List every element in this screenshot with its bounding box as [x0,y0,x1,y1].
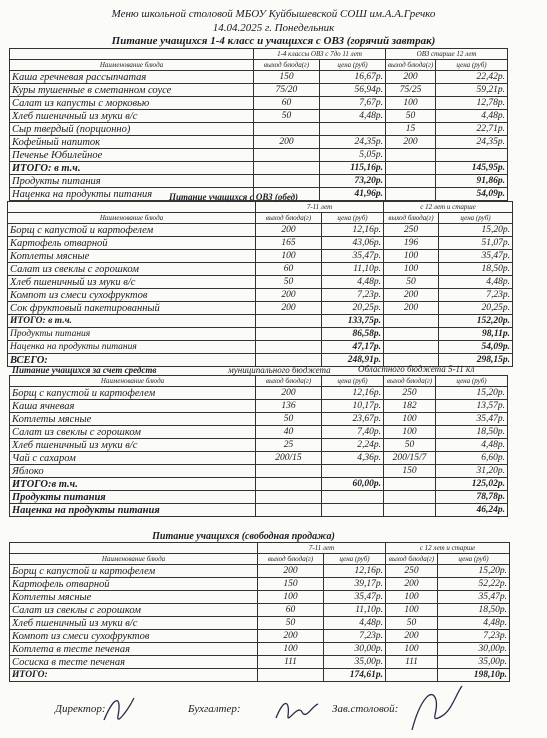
price-1: 35,47р. [324,591,386,604]
price-1: 7,40р. [322,426,384,439]
dish-name: Салат из свеклы с горошком [10,604,258,617]
price-2: 18,50р. [438,604,510,617]
dish-name: Салат из капусты с морковью [10,97,254,110]
s2-col-name: Наименование блюда [8,213,256,224]
portion-weight-1: 136 [256,400,322,413]
dish-name: Борщ с капустой и картофелем [10,387,256,400]
s4-col-name: Наименование блюда [10,554,258,565]
s1-prod-p1: 73,20р. [320,175,386,188]
s1-total-p2: 145,95р. [436,162,508,175]
accountant-signature [272,694,322,728]
dish-name: Картофель отварной [8,237,256,250]
portion-weight-2: 200 [386,136,436,149]
portion-weight-1: 200 [256,224,322,237]
s3-col-name: Наименование блюда [10,376,256,387]
s4-col-p1: цена (руб) [324,554,386,565]
s2-total-label: ИТОГО: в т.ч. [8,315,256,328]
portion-weight-2: 100 [384,263,439,276]
portion-weight-2: 250 [384,224,439,237]
dish-name: Котлета в тесте печеная [10,643,258,656]
section4-table [9,542,510,682]
price-2: 35,00р. [438,656,510,669]
portion-weight-2: 75/25 [386,84,436,97]
price-1: 23,67р. [322,413,384,426]
director-label: Директор: [55,703,106,715]
portion-weight-1: 200 [258,565,324,578]
price-1: 11,10р. [322,263,384,276]
portion-weight-2: 50 [384,439,436,452]
s2-col-w2: выход блюда(г) [384,213,439,224]
dish-name: Хлеб пшеничный из муки в/с [10,617,258,630]
table-row [10,413,508,426]
table-row [10,71,508,84]
portion-weight-2: 200 [386,578,438,591]
portion-weight-2: 100 [386,643,438,656]
s2-markup-p1: 47,17р. [322,341,384,354]
document-date: 14.04.2025 г. Понедельник [212,22,335,34]
portion-weight-2: 200 [384,289,439,302]
portion-weight-1: 200 [254,136,320,149]
price-1: 11,10р. [324,604,386,617]
table-row [8,224,513,237]
table-row [10,426,508,439]
dish-name: Сыр твердый (порционно) [10,123,254,136]
portion-weight-2: 200 [386,630,438,643]
dish-name: Картофель отварной [10,578,258,591]
table-row [10,578,510,591]
s1-col-name: Наименование блюда [10,60,254,71]
section3-table [9,375,508,517]
price-1 [322,465,384,478]
dish-name: Куры тушенные в сметанном соусе [10,84,254,97]
table-row [10,123,508,136]
portion-weight-1: 40 [256,426,322,439]
dish-name: Яблоко [10,465,256,478]
s4-col-p2: цена (руб) [438,554,510,565]
price-1: 30,00р. [324,643,386,656]
price-1: 56,94р. [320,84,386,97]
portion-weight-1: 50 [256,413,322,426]
s1-markup-p2: 54,09р. [436,188,508,201]
table-row [10,387,508,400]
s2-col-w1: выход блюда(г) [256,213,322,224]
dish-name: Котлеты мясные [10,591,258,604]
dish-name: Сок фруктовый пакетированный [8,302,256,315]
price-2: 15,20р. [436,387,508,400]
price-1: 35,00р. [324,656,386,669]
dish-name: Компот из смеси сухофруктов [8,289,256,302]
dish-name: Каша гречневая рассыпчатая [10,71,254,84]
portion-weight-2: 100 [386,604,438,617]
s4-total-p2: 198,10р. [438,669,510,682]
price-1: 5,05р. [320,149,386,162]
dish-name: Котлеты мясные [8,250,256,263]
price-2: 35,47р. [438,591,510,604]
section2-title: Питание учащихся с ОВЗ (обед) [168,192,299,202]
s2-all-p1: 248,91р. [322,354,384,367]
portion-weight-1 [256,465,322,478]
portion-weight-1: 50 [258,617,324,630]
price-2: 52,22р. [438,578,510,591]
portion-weight-2: 200 [384,302,439,315]
price-1: 2,24р. [322,439,384,452]
portion-weight-1: 100 [258,591,324,604]
price-2: 51,07р. [439,237,513,250]
price-2: 35,47р. [439,250,513,263]
s2-all-label: ВСЕГО: [8,354,256,367]
table-row [8,276,513,289]
table-row [10,565,510,578]
table-row [10,110,508,123]
dish-name: Хлеб пшеничный из муки в/с [8,276,256,289]
s1-group2: ОВЗ старше 12 лет [386,49,508,60]
portion-weight-1: 100 [258,643,324,656]
s3-markup-p2: 46,24р. [436,504,508,517]
s2-col-p1: цена (руб) [322,213,384,224]
price-2: 18,50р. [436,426,508,439]
price-1: 7,67р. [320,97,386,110]
s3-total-label: ИТОГО:в т.ч. [10,478,256,491]
portion-weight-2: 100 [386,97,436,110]
s1-col-p1: цена (руб) [320,60,386,71]
price-1: 12,16р. [322,224,384,237]
portion-weight-2: 50 [386,617,438,630]
dish-name: Борщ с капустой и картофелем [8,224,256,237]
price-1: 16,67р. [320,71,386,84]
s2-col-p2: цена (руб) [439,213,513,224]
s2-total-p2: 152,20р. [439,315,513,328]
dish-name: Печенье Юбилейное [10,149,254,162]
price-2: 18,50р. [439,263,513,276]
s1-col-p2: цена (руб) [436,60,508,71]
s1-total-p1: 115,16р. [320,162,386,175]
table-row [10,591,510,604]
portion-weight-1 [254,123,320,136]
portion-weight-2: 100 [386,591,438,604]
price-2: 20,25р. [439,302,513,315]
table-row [10,136,508,149]
section4-title: Питание учащихся (свободная продажа) [152,531,335,542]
price-2: 24,35р. [436,136,508,149]
portion-weight-2: 111 [386,656,438,669]
price-1: 7,23р. [324,630,386,643]
price-2: 35,47р. [436,413,508,426]
price-1: 4,48р. [324,617,386,630]
portion-weight-2: 50 [386,110,436,123]
portion-weight-1: 75/20 [254,84,320,97]
portion-weight-1: 60 [254,97,320,110]
s3-prod-p2: 78,78р. [436,491,508,504]
accountant-label: Бухгалтер: [188,703,241,715]
table-row [10,617,510,630]
s1-col-w2: выход блюда(г) [386,60,436,71]
price-2: 15,20р. [439,224,513,237]
price-1: 12,16р. [324,565,386,578]
s2-all-p2: 298,15р. [439,354,513,367]
section1-table [9,48,508,201]
price-1: 4,48р. [322,276,384,289]
dish-name: Хлеб пшеничный из муки в/с [10,439,256,452]
s1-group1: 1-4 классы ОВЗ с 7до 11 лет [254,49,386,60]
table-row [10,97,508,110]
price-2: 59,21р. [436,84,508,97]
s2-markup-label: Наценка на продукты питания [8,341,256,354]
table-row [10,400,508,413]
section1-title: Питание учащихся 1-4 класс и учащихся с ОВЗ (горячий завтрак) [111,35,436,47]
portion-weight-2: 150 [384,465,436,478]
portion-weight-1 [254,149,320,162]
dish-name: Салат из свеклы с горошком [8,263,256,276]
dish-name: Каша ячневая [10,400,256,413]
s3-col-p2: цена (руб) [436,376,508,387]
price-2: 31,20р. [436,465,508,478]
table-row [10,439,508,452]
price-1: 4,36р. [322,452,384,465]
portion-weight-1: 200 [256,289,322,302]
s2-group1: 7-11 лет [256,202,384,213]
portion-weight-1: 200 [256,302,322,315]
s4-col-w1: выход блюда(г) [258,554,324,565]
s2-markup-p2: 54,09р. [439,341,513,354]
table-row [10,656,510,669]
price-2: 4,48р. [438,617,510,630]
portion-weight-1: 150 [258,578,324,591]
s1-total-label: ИТОГО: в т.ч. [10,162,254,175]
dish-name: Салат из свеклы с горошком [10,426,256,439]
price-2: 4,48р. [436,439,508,452]
price-2: 22,42р. [436,71,508,84]
portion-weight-1: 150 [254,71,320,84]
s2-prod-p1: 86,58р. [322,328,384,341]
portion-weight-1: 50 [254,110,320,123]
s2-prod-label: Продукты питания [8,328,256,341]
table-row [10,604,510,617]
s4-group2: с 12 лет и старше [386,543,510,554]
table-row [10,84,508,97]
price-1: 43,06р. [322,237,384,250]
table-row [10,643,510,656]
dish-name: Кофейный напиток [10,136,254,149]
s3-markup-p1 [322,504,384,517]
price-1: 24,35р. [320,136,386,149]
price-1: 10,17р. [322,400,384,413]
section3-title-mid: муниципального бюджета [228,365,331,375]
portion-weight-2: 182 [384,400,436,413]
s2-total-p1: 133,75р. [322,315,384,328]
portion-weight-2: 100 [384,426,436,439]
portion-weight-1: 100 [256,250,322,263]
price-1: 20,25р. [322,302,384,315]
portion-weight-2: 200/15/7 [384,452,436,465]
dish-name: Котлеты мясные [10,413,256,426]
portion-weight-1: 165 [256,237,322,250]
price-2: 15,20р. [438,565,510,578]
portion-weight-2: 250 [384,387,436,400]
s1-markup-p1: 41,96р. [320,188,386,201]
price-2: 6,60р. [436,452,508,465]
portion-weight-2: 100 [384,250,439,263]
portion-weight-2: 200 [386,71,436,84]
table-row [10,149,508,162]
s3-total-p2: 125,02р. [436,478,508,491]
s4-total-p1: 174,61р. [324,669,386,682]
s4-col-w2: выход блюда(г) [386,554,438,565]
price-1: 4,48р. [320,110,386,123]
portion-weight-1: 200 [258,630,324,643]
director-signature [100,690,140,730]
s2-group2: с 12 лет и старше [384,202,513,213]
s3-total-p1: 60,00р. [322,478,384,491]
price-2: 4,48р. [439,276,513,289]
head-canteen-label: Зав.столовой: [332,703,399,715]
price-2 [436,149,508,162]
table-row [8,263,513,276]
portion-weight-2: 50 [384,276,439,289]
table-row [10,630,510,643]
portion-weight-1: 111 [258,656,324,669]
table-row [10,452,508,465]
s4-group1: 7-11 лет [258,543,386,554]
price-2: 12,78р. [436,97,508,110]
price-1: 7,23р. [322,289,384,302]
table-row [8,302,513,315]
s2-prod-p2: 98,11р. [439,328,513,341]
price-2: 7,23р. [439,289,513,302]
price-1 [320,123,386,136]
table-row [8,289,513,302]
s1-col-w1: выход блюда(г) [254,60,320,71]
table-row [8,237,513,250]
portion-weight-1: 50 [256,276,322,289]
portion-weight-1: 200/15 [256,452,322,465]
portion-weight-1: 60 [258,604,324,617]
price-1: 35,47р. [322,250,384,263]
price-2: 7,23р. [438,630,510,643]
s3-col-p1: цена (руб) [322,376,384,387]
head-canteen-signature [406,680,466,736]
section3-title: Питание учащихся за счет средств [12,365,157,375]
s3-col-w1: выход блюда(г) [256,376,322,387]
s4-total-label: ИТОГО: [10,669,258,682]
table-row [10,465,508,478]
portion-weight-2 [386,149,436,162]
portion-weight-1: 25 [256,439,322,452]
dish-name: Хлеб пшеничный из муки в/с [10,110,254,123]
price-2: 4,48р. [436,110,508,123]
s1-markup-label: Наценка на продукты питания [10,188,254,201]
dish-name: Борщ с капустой и картофелем [10,565,258,578]
dish-name: Компот из смеси сухофруктов [10,630,258,643]
dish-name: Чай с сахаром [10,452,256,465]
portion-weight-2: 15 [386,123,436,136]
portion-weight-2: 250 [386,565,438,578]
document-title: Меню школьной столовой МБОУ Куйбышевской СОШ им.А.А.Гречко [111,8,436,20]
table-row [8,250,513,263]
price-2: 30,00р. [438,643,510,656]
price-1: 12,16р. [322,387,384,400]
s1-prod-label: Продукты питания [10,175,254,188]
portion-weight-2: 196 [384,237,439,250]
portion-weight-2: 100 [384,413,436,426]
section2-table [7,201,513,367]
portion-weight-1: 60 [256,263,322,276]
s3-col-w2: выход блюда(г) [384,376,436,387]
s3-prod-p1 [322,491,384,504]
portion-weight-1: 200 [256,387,322,400]
price-2: 13,57р. [436,400,508,413]
s1-prod-p2: 91,86р. [436,175,508,188]
s3-prod-label: Продукты питания [10,491,256,504]
dish-name: Сосиска в тесте печеная [10,656,258,669]
price-1: 39,17р. [324,578,386,591]
s3-markup-label: Наценка на продукты питания [10,504,256,517]
s1-blank [10,49,254,60]
price-2: 22,71р. [436,123,508,136]
section3-title-right: Областного бюджета 5-11 кл [358,364,475,374]
